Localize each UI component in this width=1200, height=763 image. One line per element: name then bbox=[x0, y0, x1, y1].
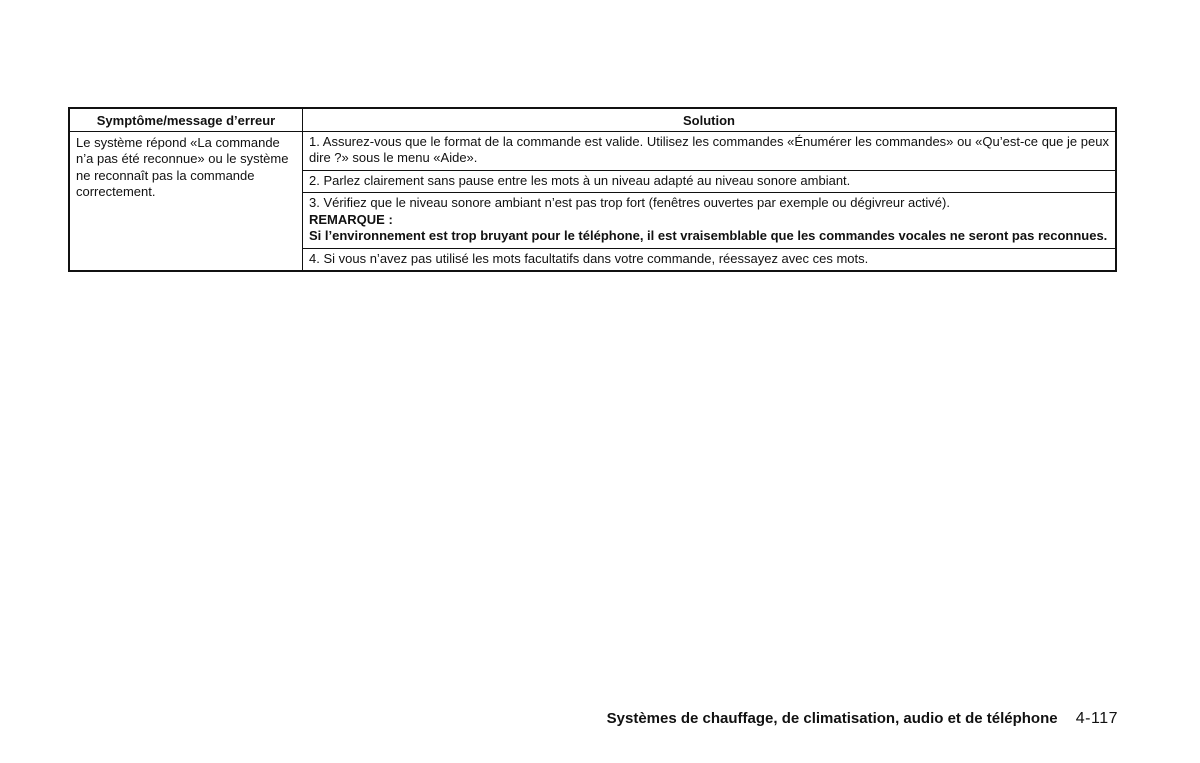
solution-column-header: Solution bbox=[303, 108, 1117, 131]
footer-page-number: 4-117 bbox=[1075, 710, 1118, 727]
symptom-column-header: Symptôme/message d’erreur bbox=[69, 108, 303, 131]
solution-cell-2: 2. Parlez clairement sans pause entre les mots à un niveau adapté au niveau sonore ambiant. bbox=[303, 170, 1117, 193]
symptom-cell: Le système répond «La commande n’a pas été reconnue» ou le système ne reconnaît pas la commande correctement. bbox=[69, 131, 303, 271]
solution-cell-4: 4. Si vous n’avez pas utilisé les mots facultatifs dans votre commande, réessayez avec ces mots. bbox=[303, 248, 1117, 271]
page-footer bbox=[607, 710, 1118, 728]
footer-section-title: Systèmes de chauffage, de climatisation, audio et de téléphone bbox=[606, 710, 1058, 727]
troubleshooting-table bbox=[68, 107, 1117, 272]
note-text: Si l’environnement est trop bruyant pour le téléphone, il est vraisemblable que les commandes vocales ne seront pas reconnues. bbox=[309, 228, 1108, 243]
solution-cell-3 bbox=[303, 193, 1117, 249]
note-label: REMARQUE : bbox=[309, 211, 393, 227]
table-row bbox=[69, 131, 1116, 170]
solution-cell-1: 1. Assurez-vous que le format de la commande est valide. Utilisez les commandes «Énumérer les commandes» ou «Qu’est-ce que je peux dire ?» sous le menu «Aide». bbox=[303, 131, 1117, 170]
solution-text-3: 3. Vérifiez que le niveau sonore ambiant n’est pas trop fort (fenêtres ouvertes par exemple ou dégivreur activé). bbox=[309, 195, 950, 210]
table-header-row bbox=[69, 108, 1116, 131]
